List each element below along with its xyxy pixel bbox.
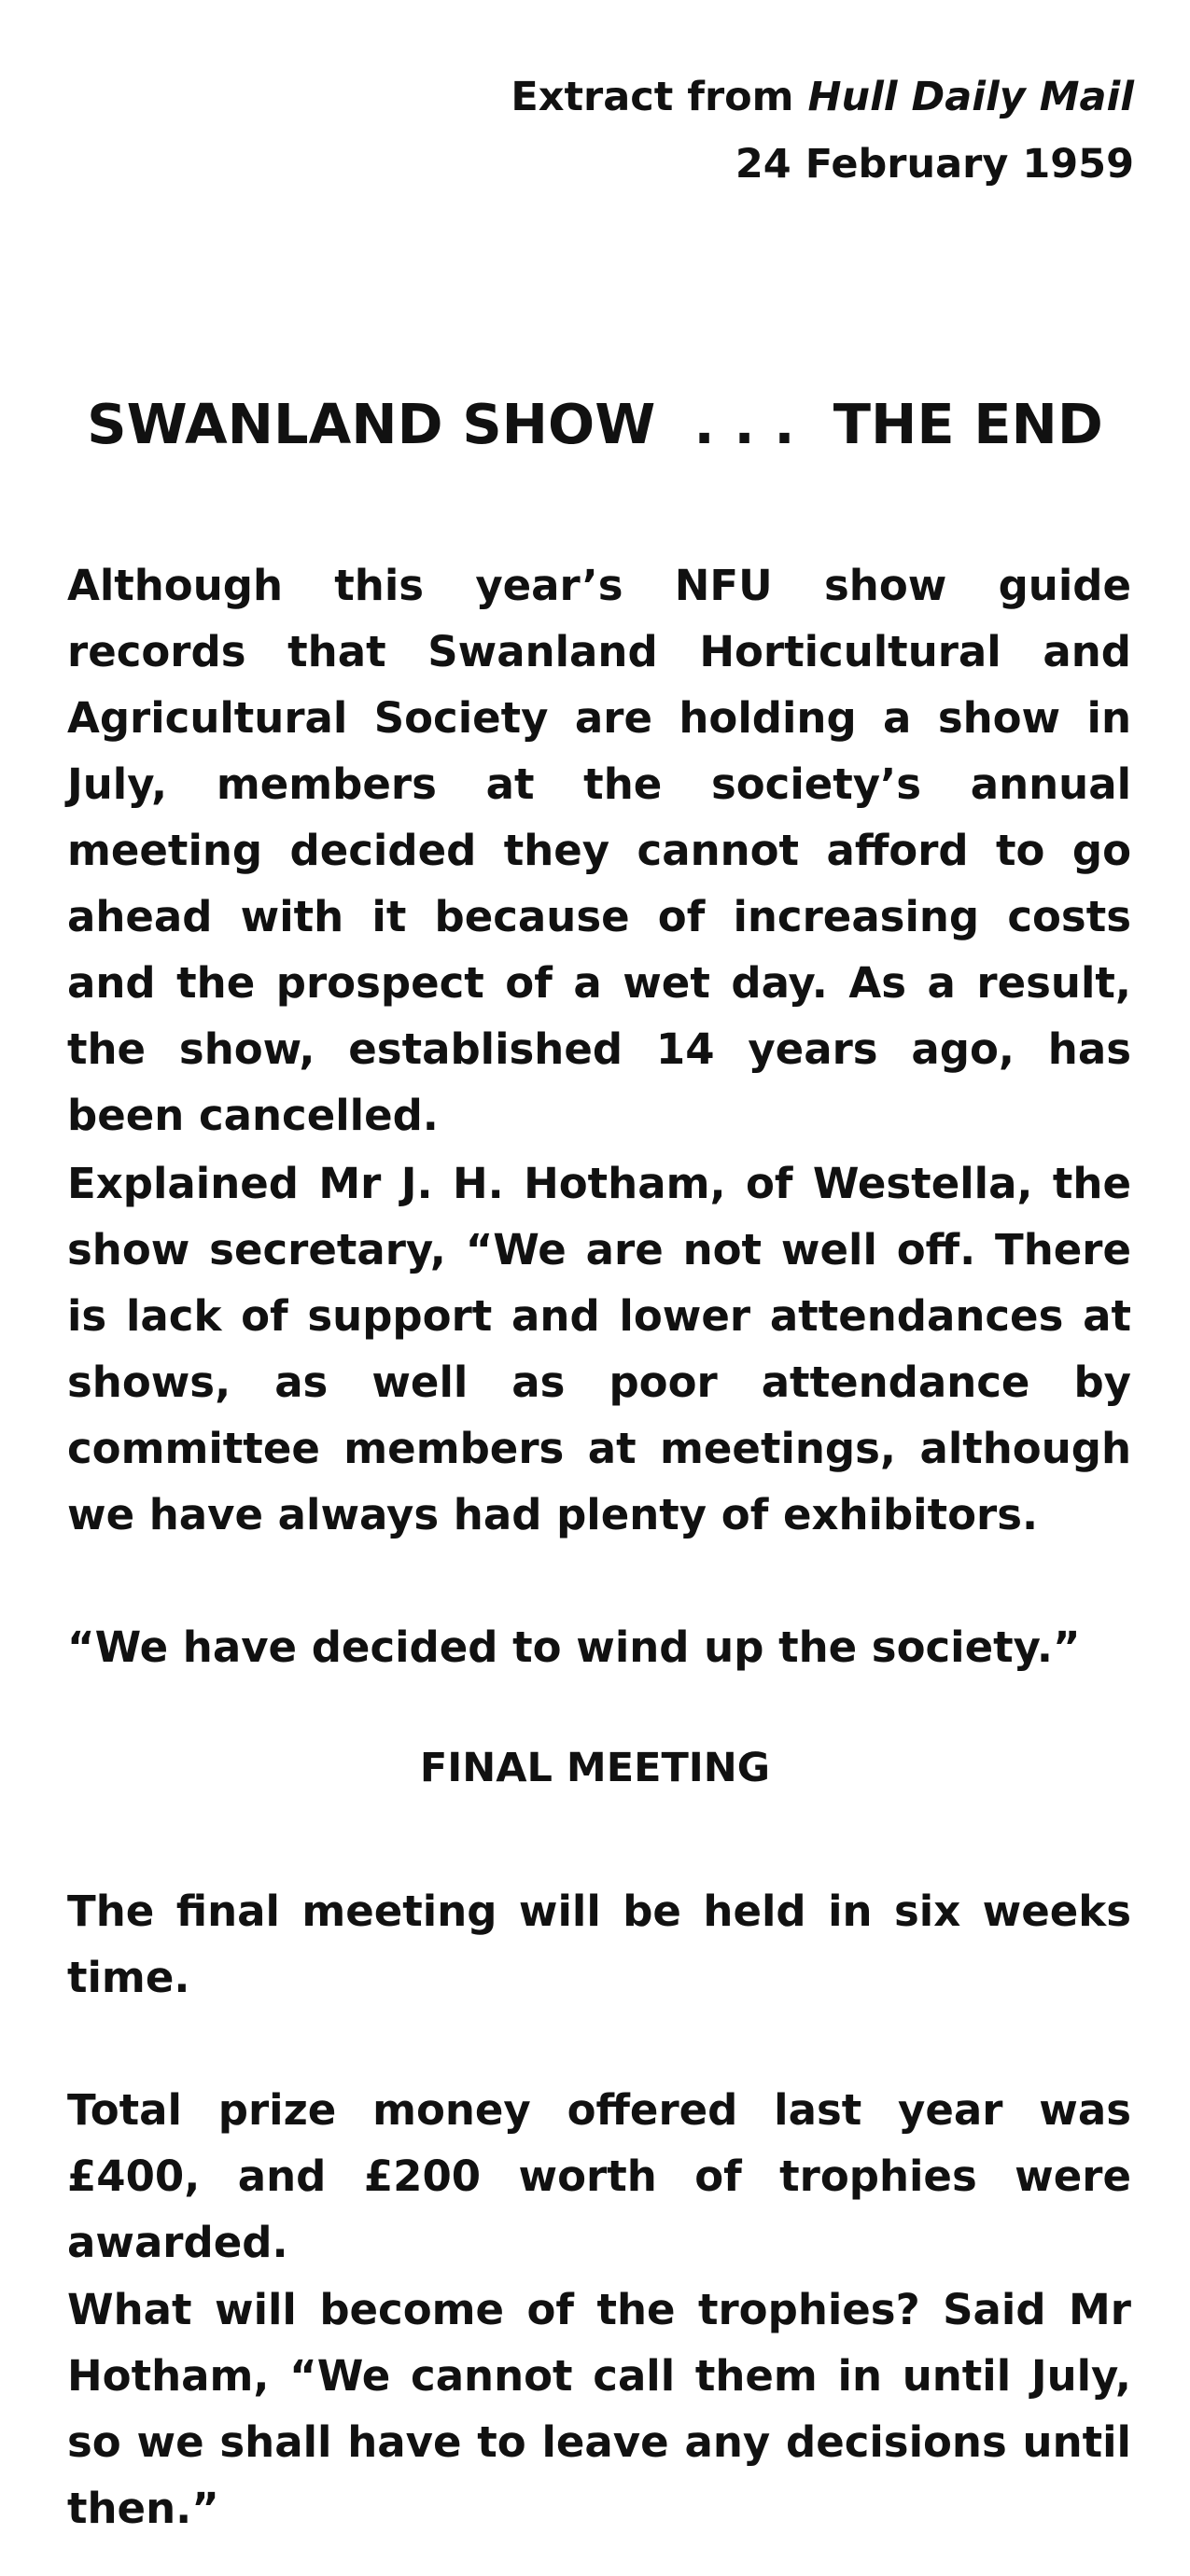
source-citation	[511, 63, 1134, 198]
source-line	[511, 63, 1134, 131]
section-subheading: FINAL MEETING	[419, 1745, 771, 1791]
source-prefix: Extract from	[511, 74, 808, 120]
article-paragraph-2: Explained Mr J. H. Hotham, of Westella, the show secretary, “We are not well off. There is lack of support and lower attendances at shows, as well as poor attendance by committee members at meetings, although we have always had plenty of exhibitors.	[67, 1159, 1131, 1539]
closing-paragraph-2: Total prize money offered last year was £400, and £200 worth of trophies were awarded.	[67, 2085, 1131, 2267]
publication-name: Hull Daily Mail	[807, 74, 1134, 120]
closing-paragraph-3: What will become of the trophies? Said Mr Hotham, “We cannot call them in until July, so we shall have to leave any decisions until then.”	[67, 2285, 1131, 2533]
article-paragraph-1: Although this year’s NFU show guide records that Swanland Horticultural and Agricultural Society are holding a show in July, members at the society’s annual meeting decided they cannot afford to go ahead with it because of increasing costs and the prospect of a wet day. As a result, the show, established 14 years ago, has been cancelled.	[67, 561, 1131, 1140]
source-date: 24 February 1959	[735, 141, 1134, 188]
article-headline: SWANLAND SHOW . . . THE END	[87, 392, 1103, 456]
article-paragraph-3: “We have decided to wind up the society.”	[67, 1622, 1081, 1672]
closing-paragraph-1: The final meeting will be held in six weeks time.	[67, 1887, 1131, 2002]
